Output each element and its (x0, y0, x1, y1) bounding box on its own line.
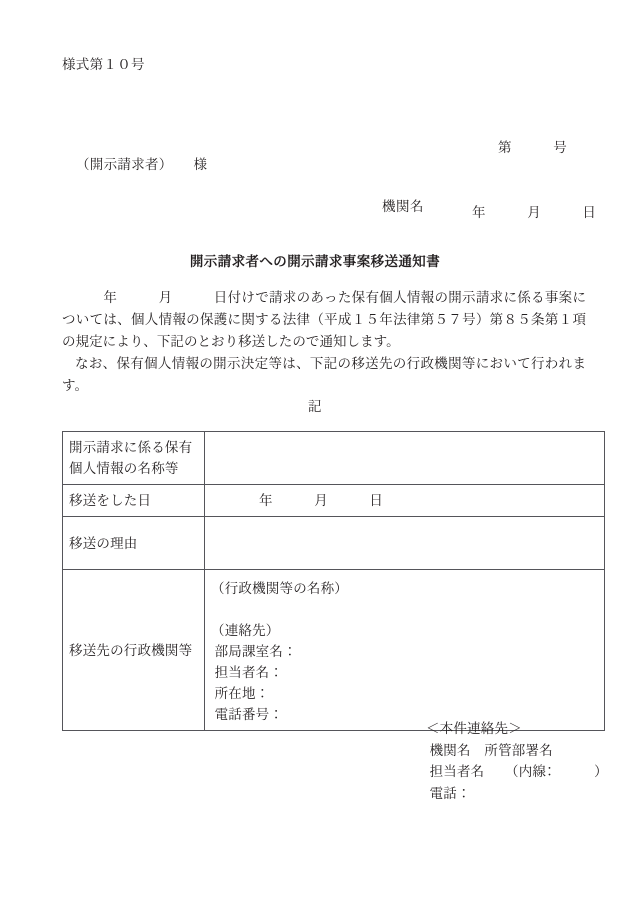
issuer-organization: 機関名 (382, 199, 424, 214)
destination-contact-heading: （連絡先） (211, 623, 280, 638)
body-paragraph-2: なお、保有個人情報の開示決定等は、下記の移送先の行政機関等において行われます。 (62, 356, 586, 393)
row-label-transfer-date: 移送をした日 (63, 485, 205, 517)
row-value-transfer-reason[interactable] (205, 517, 605, 570)
row-label-transfer-reason: 移送の理由 (63, 517, 205, 570)
row-value-destination-agency[interactable] (205, 570, 605, 731)
destination-address-field: 所在地： (211, 686, 270, 701)
footer-phone-line: 電話： (426, 785, 471, 801)
transfer-date-fields: 年 月 日 (259, 493, 384, 508)
document-number-field: 第 号 (498, 140, 567, 156)
footer-contact-block (426, 718, 608, 804)
footer-organization-line: 機関名 所管部署名 (426, 742, 553, 758)
table-row (63, 570, 605, 731)
destination-person-field: 担当者名： (211, 665, 284, 680)
destination-department-field: 部局課室名： (211, 644, 297, 659)
document-title: 開示請求者への開示請求事案移送通知書 (189, 254, 441, 269)
document-meta-block (430, 94, 596, 267)
row-value-disclosure-info[interactable] (205, 432, 605, 485)
table-row (63, 485, 605, 517)
table-row (63, 432, 605, 485)
destination-agency-name: （行政機関等の名称） (211, 581, 348, 596)
form-number: 様式第１０号 (62, 57, 145, 72)
document-body (62, 287, 586, 397)
ki-marker: 記 (308, 399, 322, 414)
destination-phone-field: 電話番号： (211, 707, 284, 722)
row-label-disclosure-info: 開示請求に係る保有個人情報の名称等 (63, 432, 205, 485)
addressee-line: （開示請求者） 様 (76, 157, 208, 172)
table-row (63, 517, 605, 570)
footer-contact-heading: ＜本件連絡先＞ (426, 721, 522, 736)
row-label-destination-agency: 移送先の行政機関等 (63, 570, 205, 731)
row-value-transfer-date[interactable] (205, 485, 605, 517)
footer-person-line: 担当者名 （内線： ） (426, 764, 608, 779)
document-date-field: 年 月 日 (472, 204, 597, 220)
destination-spacer (211, 599, 600, 620)
transfer-details-table (62, 431, 605, 731)
body-paragraph-1: 年 月 日付けで請求のあった保有個人情報の開示請求に係る事案については、個人情報の保護に関する法律（平成１５年法律第５７号）第８５条第１項の規定により、下記のとおり移送したので通知します。 (62, 290, 586, 349)
